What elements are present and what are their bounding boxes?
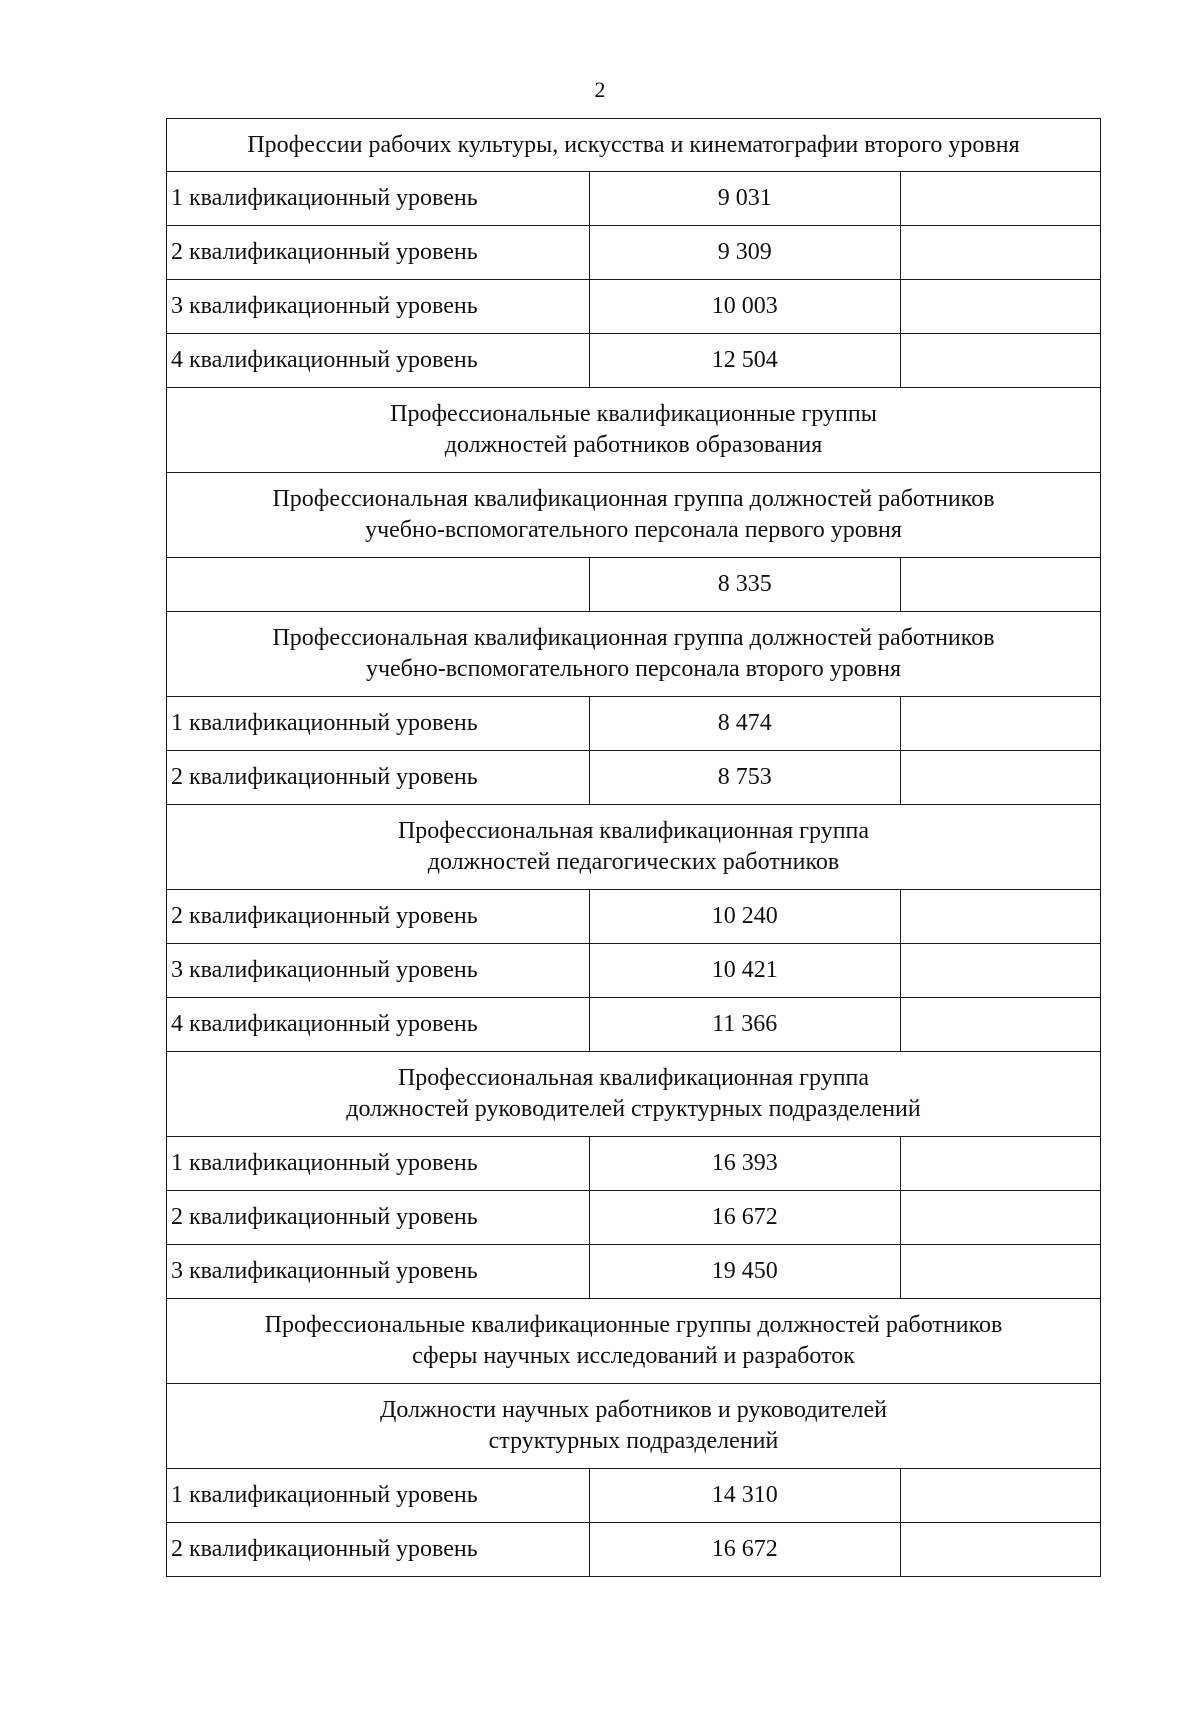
section-header (167, 1052, 1101, 1137)
section-header-row (167, 805, 1101, 890)
salary-value-cell: 9 309 (589, 226, 900, 280)
salary-value-cell: 9 031 (589, 172, 900, 226)
salary-value-cell: 19 450 (589, 1245, 900, 1299)
section-header-line: Должности научных работников и руководителей (380, 1397, 887, 1423)
qualification-level-cell: 3 квалификационный уровень (167, 280, 590, 334)
table-row (167, 226, 1101, 280)
section-header-line: сферы научных исследований и разработок (412, 1343, 855, 1369)
salary-value-cell: 8 335 (589, 558, 900, 612)
section-header-line: Профессиональные квалификационные группы (390, 401, 877, 427)
table-row (167, 1245, 1101, 1299)
salary-value-cell: 10 003 (589, 280, 900, 334)
section-header-line: Профессиональные квалификационные группы должностей работников (264, 1312, 1003, 1338)
qualification-level-cell: 1 квалификационный уровень (167, 1137, 590, 1191)
table-row (167, 1191, 1101, 1245)
section-header-row (167, 1299, 1101, 1384)
table-row (167, 1523, 1101, 1577)
empty-cell (900, 1245, 1100, 1299)
qualification-level-cell: 2 квалификационный уровень (167, 1191, 590, 1245)
qualification-level-cell: 2 квалификационный уровень (167, 890, 590, 944)
section-header-line: должностей работников образования (444, 432, 823, 458)
qualification-level-cell: 1 квалификационный уровень (167, 697, 590, 751)
section-header-line: учебно-вспомогательного персонала первого уровня (365, 517, 902, 543)
section-header-line: учебно-вспомогательного персонала второго уровня (365, 656, 902, 682)
table-row (167, 697, 1101, 751)
empty-cell (900, 697, 1100, 751)
empty-cell (900, 226, 1100, 280)
section-header-line: Профессиональная квалификационная группа должностей работников (272, 486, 995, 512)
section-header-line: Профессиональная квалификационная группа должностей работников (272, 625, 995, 651)
empty-cell (900, 1137, 1100, 1191)
section-header-line: Профессиональная квалификационная группа (397, 818, 870, 844)
section-header-line: Профессиональная квалификационная группа (397, 1065, 870, 1091)
empty-cell (900, 1469, 1100, 1523)
section-header-row (167, 473, 1101, 558)
section-header (167, 805, 1101, 890)
section-header (167, 1384, 1101, 1469)
section-header (167, 612, 1101, 697)
table-row (167, 1469, 1101, 1523)
section-header (167, 1299, 1101, 1384)
qualification-level-cell: 1 квалификационный уровень (167, 172, 590, 226)
table-row (167, 558, 1101, 612)
page-number: 2 (594, 77, 606, 102)
empty-cell (900, 1191, 1100, 1245)
salary-value-cell: 8 753 (589, 751, 900, 805)
section-header-line: структурных подразделений (488, 1428, 779, 1454)
salary-value-cell: 12 504 (589, 334, 900, 388)
salary-value-cell: 16 393 (589, 1137, 900, 1191)
qualification-level-cell: 3 квалификационный уровень (167, 1245, 590, 1299)
table-row (167, 334, 1101, 388)
table-row (167, 1137, 1101, 1191)
section-header-line: должностей педагогических работников (427, 849, 840, 875)
qualification-level-cell: 2 квалификационный уровень (167, 751, 590, 805)
section-header-row (167, 612, 1101, 697)
section-header (167, 473, 1101, 558)
qualification-level-cell: 4 квалификационный уровень (167, 334, 590, 388)
qualification-level-cell (167, 558, 590, 612)
qualification-level-cell: 1 квалификационный уровень (167, 1469, 590, 1523)
salary-value-cell: 11 366 (589, 998, 900, 1052)
table-row (167, 944, 1101, 998)
salary-value-cell: 14 310 (589, 1469, 900, 1523)
salary-value-cell: 8 474 (589, 697, 900, 751)
empty-cell (900, 751, 1100, 805)
empty-cell (900, 890, 1100, 944)
table-row (167, 890, 1101, 944)
table-row (167, 998, 1101, 1052)
empty-cell (900, 558, 1100, 612)
empty-cell (900, 1523, 1100, 1577)
salary-value-cell: 16 672 (589, 1191, 900, 1245)
qualification-level-cell: 4 квалификационный уровень (167, 998, 590, 1052)
table-row (167, 751, 1101, 805)
table-row (167, 280, 1101, 334)
empty-cell (900, 334, 1100, 388)
salary-value-cell: 10 421 (589, 944, 900, 998)
section-header-line: должностей руководителей структурных подразделений (346, 1096, 921, 1122)
salary-value-cell: 10 240 (589, 890, 900, 944)
qualification-level-cell: 2 квалификационный уровень (167, 226, 590, 280)
section-header (167, 119, 1101, 172)
section-header-row (167, 1384, 1101, 1469)
table-row (167, 172, 1101, 226)
empty-cell (900, 172, 1100, 226)
section-header-row (167, 119, 1101, 172)
empty-cell (900, 944, 1100, 998)
qualification-level-cell: 2 квалификационный уровень (167, 1523, 590, 1577)
salary-value-cell: 16 672 (589, 1523, 900, 1577)
section-header-line: Профессии рабочих культуры, искусства и кинематографии второго уровня (247, 131, 1020, 158)
section-header-row (167, 388, 1101, 473)
section-header-row (167, 1052, 1101, 1137)
qualification-level-cell: 3 квалификационный уровень (167, 944, 590, 998)
salary-table (166, 118, 1101, 1577)
section-header (167, 388, 1101, 473)
salary-table-body (167, 119, 1101, 1577)
empty-cell (900, 280, 1100, 334)
empty-cell (900, 998, 1100, 1052)
